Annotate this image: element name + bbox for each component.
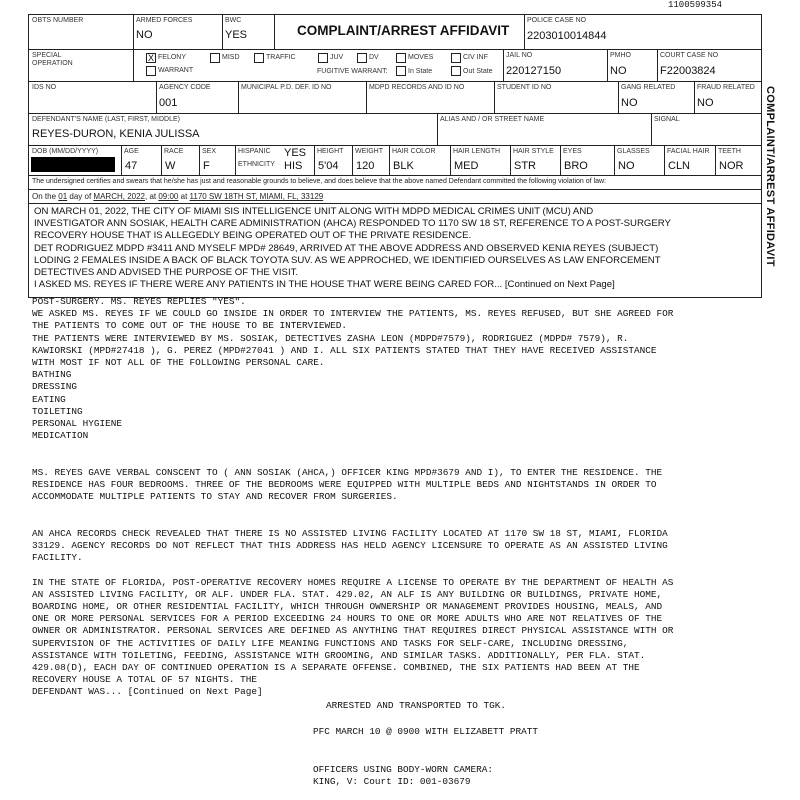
special-operation-label: SPECIAL OPERATION xyxy=(32,52,73,67)
felony-label: FELONY xyxy=(158,54,187,61)
continuation-line xyxy=(32,503,673,515)
defendant-name-value: REYES-DURON, KENIA JULISSA xyxy=(32,128,200,140)
ethnicity-yes-value: YES xyxy=(284,147,307,159)
narrative-line: DET RODRIGUEZ MDPD #3411 AND MYSELF MPD# 28649, ARRIVED AT THE ABOVE ADDRESS AND OBSERVED KENIA REYES (SUBJECT) xyxy=(34,242,659,254)
race-label: RACE xyxy=(164,148,184,155)
continuation-line: WITH MOST IF NOT ALL OF THE FOLLOWING PERSONAL CARE. xyxy=(32,357,325,369)
hispanic-label: HISPANIC xyxy=(238,148,271,155)
hair-length-label: HAIR LENGTH xyxy=(453,148,501,155)
form-title: COMPLAINT/ARREST AFFIDAVIT xyxy=(297,23,510,38)
moves-checkbox[interactable] xyxy=(396,53,406,63)
narrative-box xyxy=(34,206,671,291)
continuation-line: MS. REYES GAVE VERBAL CONSCENT TO ( ANN SOSIAK (AHCA,) OFFICER KING MPD#3679 AND I), TO ENTER THE RESIDENCE. THE xyxy=(32,466,663,478)
weight-label: WEIGHT xyxy=(355,148,383,155)
continuation-line: DRESSING xyxy=(32,381,78,393)
juv-checkbox[interactable] xyxy=(318,53,328,63)
continuation-line: ONE OR MORE PERSONAL SERVICES FOR A PERIOD EXCEEDING 24 HOURS TO ONE OR MORE ADULTS WHO ARE NOT RELATIVES OF THE xyxy=(32,613,663,625)
date-at-place: at xyxy=(180,192,188,201)
date-month-year: MARCH, 2022 xyxy=(93,192,145,201)
eyes-value: BRO xyxy=(564,160,588,172)
teeth-value: NOR xyxy=(719,160,744,172)
fraud-related-label: FRAUD RELATED xyxy=(697,84,755,91)
narrative-line: INVESTIGATOR ANN SOSIAK, HEALTH CARE ADMINISTRATION (AHCA) RESPONDED TO 1170 SW 18 ST, REFERENCE TO A POST-SURGERY xyxy=(34,218,671,230)
pmho-label: PMHO xyxy=(610,52,631,59)
continuation-line: FACILITY. xyxy=(32,552,83,564)
date-day-of: day of xyxy=(69,192,92,201)
continuation-line: POST-SURGERY. MS. REYES REPLIES "YES". xyxy=(32,296,246,307)
narrative-line: RECOVERY HOUSE THAT IS ALLEGEDLY BEING OPERATED OUT OF THE PRIVATE RESIDENCE. xyxy=(34,230,472,242)
continuation-line: WE ASKED MS. REYES IF WE COULD GO INSIDE IN ORDER TO INTERVIEW THE PATIENTS, MS. REYES REFUSED, BUT SHE AGREED FOR xyxy=(32,308,674,320)
continuation-line: EATING xyxy=(32,393,66,405)
hair-style-value: STR xyxy=(514,160,536,172)
date-time: 09:00 xyxy=(158,192,179,201)
student-id-label: STUDENT ID NO xyxy=(497,84,552,91)
hair-color-value: BLK xyxy=(393,160,414,172)
dob-label: DOB (MM/DD/YYYY) xyxy=(32,148,99,155)
document-number: 1100599354 xyxy=(668,0,723,10)
continuation-line: THE PATIENTS TO COME OUT OF THE HOUSE TO BE INTERVIEWED. xyxy=(32,320,348,332)
height-label: HEIGHT xyxy=(317,148,344,155)
date-address: 1170 SW 18TH ST, MIAMI, FL, 33129 xyxy=(189,192,324,201)
continuation-line xyxy=(32,516,673,528)
hair-length-value: MED xyxy=(454,160,479,172)
warrant-label: WARRANT xyxy=(158,67,194,74)
arrested-line: ARRESTED AND TRANSPORTED TO TGK. xyxy=(326,700,507,711)
alias-label: ALIAS AND / OR STREET NAME xyxy=(440,116,545,123)
continuation-line: ACCOMMODATE MULTIPLE PATIENTS TO STAY AND RECOVER FROM SURGERIES. xyxy=(32,491,398,503)
armed-forces-value: NO xyxy=(136,29,153,41)
facial-hair-value: CLN xyxy=(668,160,691,172)
defendant-name-label: DEFENDANT'S NAME (LAST, FIRST, MIDDLE) xyxy=(32,116,180,123)
age-value: 47 xyxy=(125,160,138,172)
ids-no-label: IDS NO xyxy=(32,84,57,91)
pfc-line: PFC MARCH 10 @ 0900 WITH ELIZABETT PRATT xyxy=(313,726,539,737)
traffic-label: TRAFFIC xyxy=(266,54,296,61)
narrative-line: I ASKED MS. REYES IF THERE WERE ANY PATIENTS IN THE HOUSE THAT WERE BEING CARED FOR... [Continued on Next Page] xyxy=(34,279,615,291)
continuation-text xyxy=(32,296,673,699)
out-state-checkbox[interactable] xyxy=(451,66,461,76)
dob-redaction xyxy=(31,157,115,172)
bwc-value: YES xyxy=(225,29,248,41)
gang-related-value: NO xyxy=(621,97,638,109)
date-prefix: On the xyxy=(32,192,57,201)
continuation-line: BOARDING HOME, OR OTHER RESIDENTIAL FACILITY, WHICH THROUGH OWNERSHIP OR MANAGEMENT PROVIDES HOUSING, MEALS, AND xyxy=(32,601,663,612)
in-state-checkbox[interactable] xyxy=(396,66,406,76)
teeth-label: TEETH xyxy=(718,148,741,155)
date-at: , at xyxy=(145,192,157,201)
date-day: 01 xyxy=(58,192,68,201)
affidavit-form xyxy=(28,14,762,298)
oath-text: The undersigned certifies and swears that he/she has just and reasonable grounds to believe, and does believe that the above named Defendant committed the following violation of law: xyxy=(32,178,606,185)
municipal-pd-label: MUNICIPAL P.D. DEF. ID NO xyxy=(241,84,332,91)
glasses-label: GLASSES xyxy=(617,148,650,155)
ethnicity-value: HIS xyxy=(284,160,303,172)
continuation-line: OWNER OR ADMINISTRATOR. PERSONAL SERVICES ARE DEFINED AS ANYTHING THAT REQUIRES DIRECT PHYSICAL ASSISTANCE WITH OR xyxy=(32,625,674,637)
facial-hair-label: FACIAL HAIR xyxy=(667,148,710,155)
pmho-value: NO xyxy=(610,65,627,77)
continuation-line: MEDICATION xyxy=(32,430,89,442)
court-case-label: COURT CASE NO xyxy=(660,52,719,59)
fraud-related-value: NO xyxy=(697,97,714,109)
mdpd-records-label: MDPD RECORDS AND ID NO xyxy=(369,84,465,91)
in-state-label: In State xyxy=(408,68,433,75)
police-case-label: POLICE CASE NO xyxy=(527,17,587,24)
side-title: COMPLAINT/ARREST AFFIDAVIT xyxy=(764,86,776,267)
juv-label: JUV xyxy=(330,54,344,61)
civ-inf-label: CIV INF xyxy=(463,54,488,61)
date-line xyxy=(32,192,323,201)
eyes-label: EYES xyxy=(563,148,582,155)
misd-checkbox[interactable] xyxy=(210,53,220,63)
traffic-checkbox[interactable] xyxy=(254,53,264,63)
hair-style-label: HAIR STYLE xyxy=(513,148,554,155)
sex-label: SEX xyxy=(202,148,217,155)
continuation-line: RESIDENCE HAS FOUR BEDROOMS. THREE OF THE BEDROOMS WERE EQUIPPED WITH MULTIPLE BEDS AND NIGHTSTANDS IN ORDER TO xyxy=(32,479,657,491)
continuation-line: 429.08(D), EACH DAY OF CONTINUED OPERATION IS A SEPARATE OFFENSE. COMBINED, THE SIX PATIENTS HAD BEEN AT THE xyxy=(32,662,640,674)
agency-code-value: 001 xyxy=(159,97,178,109)
age-label: AGE xyxy=(124,148,139,155)
sex-value: F xyxy=(203,160,210,172)
height-value: 5'04 xyxy=(318,160,339,172)
warrant-checkbox[interactable] xyxy=(146,66,156,76)
continuation-line: PERSONAL HYGIENE xyxy=(32,418,123,430)
bwc-label: BWC xyxy=(225,17,242,24)
continuation-line: SUPERVISION OF THE ACTIVITIES OF DAILY LIFE MEANING FUNCTIONS AND TASKS FOR SELF-CARE, INCLUDING DRESSING, xyxy=(32,637,629,649)
dv-checkbox[interactable] xyxy=(357,53,367,63)
police-case-value: 2203010014844 xyxy=(527,30,607,42)
continuation-line: TOILETING xyxy=(32,405,83,417)
side-title-container xyxy=(762,86,776,296)
fugitive-warrant-label: FUGITIVE WARRANT: xyxy=(317,68,388,75)
continuation-line xyxy=(32,455,673,467)
hair-color-label: HAIR COLOR xyxy=(392,148,436,155)
continuation-line: AN ASSISTED LIVING FACILITY, OR ALF. UNDER FLA. STAT. 429.02, AN ALF IS ANY BUILDING OR BUILDINGS, PRIVATE HOME, xyxy=(32,588,663,600)
continuation-line xyxy=(32,442,673,454)
continuation-line: THE PATIENTS WERE INTERVIEWED BY MS. SOSIAK, DETECTIVES ZASHA LEON (MDPD#7579), RODRIGUEZ (MDPD# 7579), R. xyxy=(32,332,629,344)
race-value: W xyxy=(165,160,176,172)
dv-label: DV xyxy=(369,54,379,61)
glasses-value: NO xyxy=(618,160,635,172)
continuation-line: DEFENDANT WAS... [Continued on Next Page] xyxy=(32,686,263,698)
civ-inf-checkbox[interactable] xyxy=(451,53,461,63)
continuation-line: RECOVERY HOUSE A TOTAL OF 57 NIGHTS. THE xyxy=(32,674,258,686)
misd-label: MISD xyxy=(222,54,240,61)
armed-forces-label: ARMED FORCES xyxy=(136,17,193,24)
camera-line-2: KING, V: Court ID: 001-03679 xyxy=(313,776,471,787)
narrative-line: LODING 2 FEMALES INSIDE A BACK OF BLACK TOYOTA SUV. AS WE APPROCHED, WE IDENTIFIED OURSELVES AS LAW ENFORCEMENT xyxy=(34,254,661,266)
obts-label: OBTS NUMBER xyxy=(32,17,84,24)
felony-checkbox[interactable]: X xyxy=(147,53,154,63)
continuation-line xyxy=(32,564,673,576)
jail-no-label: JAIL NO xyxy=(506,52,533,59)
continuation-line: 33129. AGENCY RECORDS DO NOT REFLECT THAT THIS ADDRESS HAS HELD AGENCY LICENSURE TO OPERATE AS AN ASSISTED LIVING xyxy=(32,540,668,551)
continuation-line: KAWIORSKI (MPD#27418 ), G. PEREZ (MPD#27041 ) AND I. ALL SIX PATIENTS STATED THAT THEY HAVE RECEIVED ASSISTANCE xyxy=(32,344,657,356)
moves-label: MOVES xyxy=(408,54,434,61)
agency-code-label: AGENCY CODE xyxy=(159,84,211,91)
signal-label: SIGNAL xyxy=(654,116,680,123)
gang-related-label: GANG RELATED xyxy=(621,84,676,91)
continuation-line: BATHING xyxy=(32,369,72,381)
continuation-line: AN AHCA RECORDS CHECK REVEALED THAT THERE IS NO ASSISTED LIVING FACILITY LOCATED AT 1170 SW 18 ST, MIAMI, FLORIDA xyxy=(32,527,668,539)
jail-no-value: 220127150 xyxy=(506,65,562,77)
camera-line-1: OFFICERS USING BODY-WORN CAMERA: xyxy=(313,764,494,775)
continuation-line: IN THE STATE OF FLORIDA, POST-OPERATIVE RECOVERY HOMES REQUIRE A LICENSE TO OPERATE BY THE DEPARTMENT OF HEALTH AS xyxy=(32,576,674,588)
ethnicity-label: ETHNICITY xyxy=(238,161,275,168)
narrative-line: DETECTIVES AND ADVISED THE PURPOSE OF THE VISIT. xyxy=(34,267,299,279)
court-case-value: F22003824 xyxy=(660,65,716,77)
out-state-label: Out State xyxy=(463,68,493,75)
narrative-line: ON MARCH 01, 2022, THE CITY OF MIAMI SIS INTELLIGENCE UNIT ALONG WITH MDPD MEDICAL CRIMES UNIT (MCU) AND xyxy=(34,206,594,217)
continuation-line: ASSISTANCE WITH TOILETING, FEEDING, ASSISTANCE WITH GROOMING, AND SIMILAR TASKS. ADDITIONALLY, PER FLA. STAT. xyxy=(32,649,646,661)
weight-value: 120 xyxy=(356,160,375,172)
